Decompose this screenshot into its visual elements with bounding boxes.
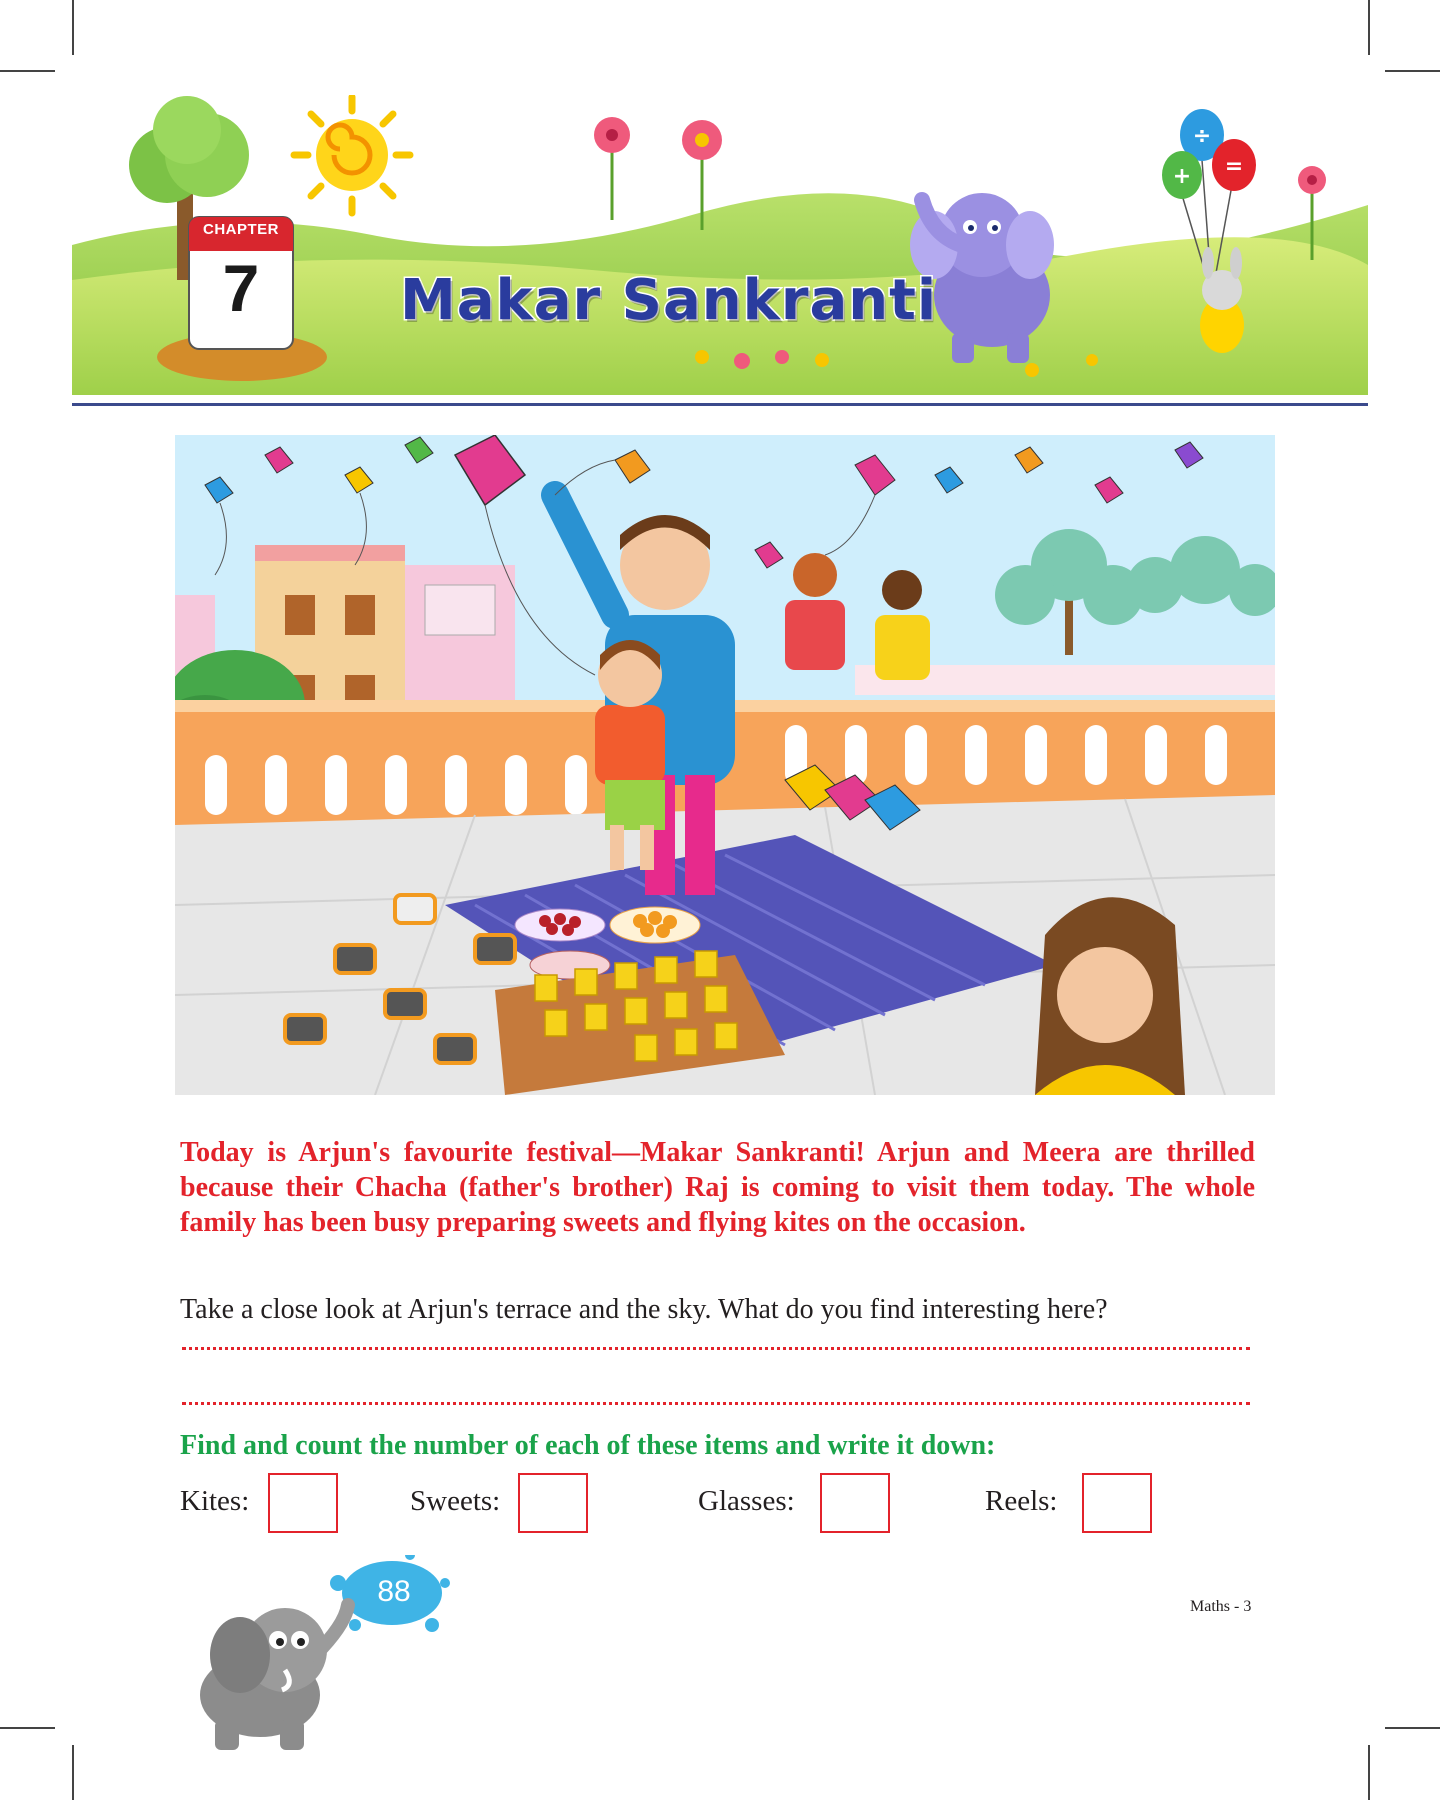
question-text: Take a close look at Arjun's terrace and the sky. What do you find interesting here? bbox=[180, 1294, 1108, 1325]
crop-mark bbox=[1368, 0, 1370, 55]
kites-answer-box[interactable] bbox=[268, 1473, 338, 1533]
crop-mark bbox=[1385, 70, 1440, 72]
page-number: 88 bbox=[377, 1575, 411, 1608]
girl-figure bbox=[1035, 897, 1185, 1095]
svg-text:+: + bbox=[1172, 164, 1192, 189]
answer-line[interactable] bbox=[182, 1347, 1250, 1350]
crop-mark bbox=[0, 70, 55, 72]
intro-paragraph: Today is Arjun's favourite festival—Makar Sankranti! Arjun and Meera are thrilled because their Chacha (father's brother) Raj is coming to visit them today. The whole family has been busy preparing sweets and flying kites on the occasion. bbox=[180, 1137, 1255, 1238]
terrace-illustration bbox=[175, 435, 1275, 1095]
answer-line[interactable] bbox=[182, 1402, 1250, 1405]
count-row bbox=[0, 1470, 1440, 1540]
book-name: Maths - 3 bbox=[1190, 1598, 1252, 1615]
sweets-answer-box[interactable] bbox=[518, 1473, 588, 1533]
chapter-title: Makar Sankranti bbox=[400, 268, 938, 333]
glasses-answer-box[interactable] bbox=[820, 1473, 890, 1533]
kite-festival-scene bbox=[175, 435, 1275, 1095]
svg-text:=: = bbox=[1224, 154, 1244, 179]
reels-label: Reels: bbox=[985, 1485, 1058, 1517]
kites-label: Kites: bbox=[180, 1485, 250, 1517]
crop-mark bbox=[0, 1727, 55, 1729]
crop-mark bbox=[1385, 1727, 1440, 1729]
sweets-label: Sweets: bbox=[410, 1485, 501, 1517]
flower-icon bbox=[594, 117, 630, 220]
glasses-label: Glasses: bbox=[698, 1485, 795, 1517]
sun-icon bbox=[294, 97, 410, 213]
crop-mark bbox=[72, 1745, 74, 1800]
chapter-number: 7 bbox=[222, 251, 260, 325]
crop-mark bbox=[1368, 1745, 1370, 1800]
task-heading: Find and count the number of each of these items and write it down: bbox=[180, 1430, 996, 1461]
svg-text:÷: ÷ bbox=[1192, 124, 1212, 149]
chapter-label: CHAPTER bbox=[202, 221, 279, 238]
crop-mark bbox=[72, 0, 74, 55]
reels-answer-box[interactable] bbox=[1082, 1473, 1152, 1533]
chapter-badge bbox=[185, 213, 297, 353]
header-divider bbox=[72, 403, 1368, 406]
